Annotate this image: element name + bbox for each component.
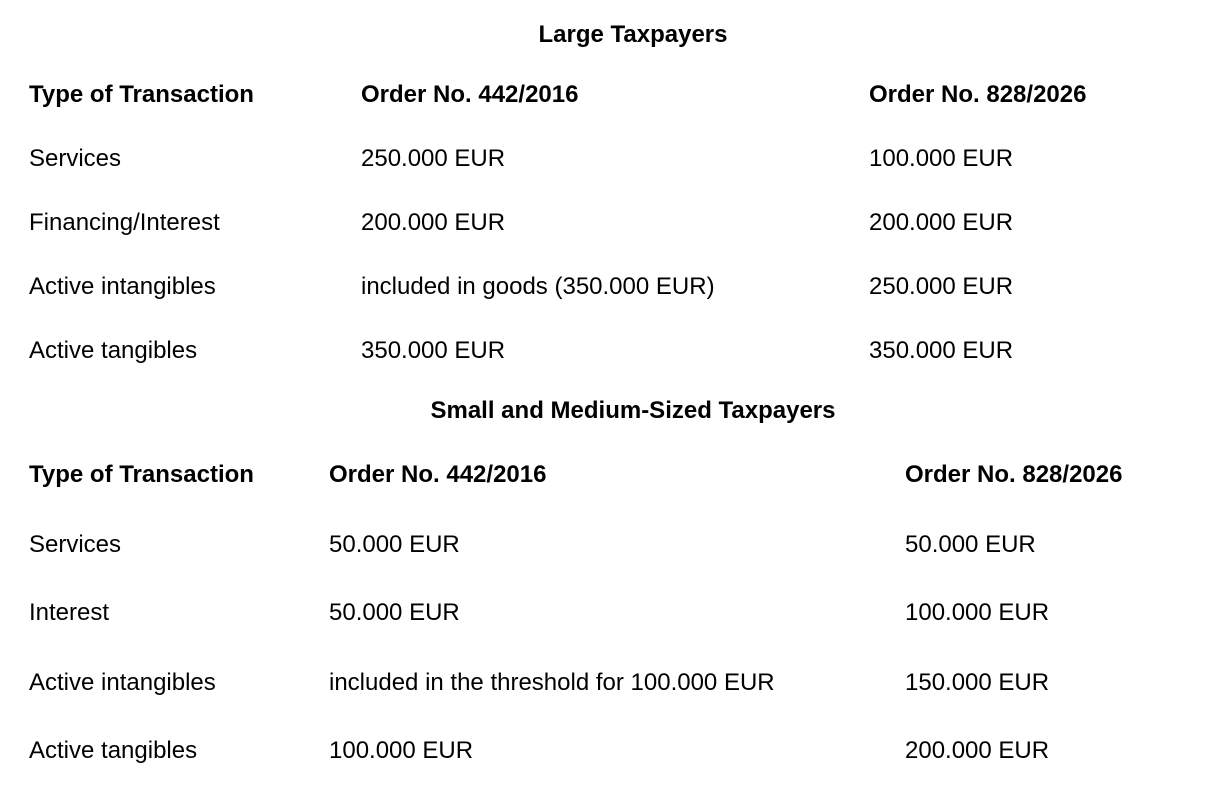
large-row-label: Services <box>29 145 122 172</box>
sme-row-value-2026: 200.000 EUR <box>905 737 1050 764</box>
large-row-value-2016: 350.000 EUR <box>361 337 506 364</box>
large-row-value-2016: 250.000 EUR <box>361 145 506 172</box>
sme-row-label: Active tangibles <box>29 737 198 764</box>
large-row-value-2026: 200.000 EUR <box>869 209 1014 236</box>
sme-row-value-2026: 150.000 EUR <box>905 669 1050 696</box>
sme-row-value-2026: 100.000 EUR <box>905 599 1050 626</box>
large-row-value-2026: 350.000 EUR <box>869 337 1014 364</box>
sme-header-order-2026: Order No. 828/2026 <box>905 461 1123 488</box>
large-header-type: Type of Transaction <box>29 81 254 108</box>
sme-row-value-2016: included in the threshold for 100.000 EUR <box>329 669 775 696</box>
sme-row-value-2026: 50.000 EUR <box>905 531 1036 558</box>
large-row-label: Active tangibles <box>29 337 198 364</box>
large-row-value-2016: included in goods (350.000 EUR) <box>361 273 715 300</box>
sme-row-label: Interest <box>29 599 110 626</box>
large-header-order-2026: Order No. 828/2026 <box>869 81 1087 108</box>
large-header-order-2016: Order No. 442/2016 <box>361 81 579 108</box>
sme-taxpayers-title: Small and Medium-Sized Taxpayers <box>430 397 836 424</box>
sme-header-order-2016: Order No. 442/2016 <box>329 461 547 488</box>
large-row-value-2026: 250.000 EUR <box>869 273 1014 300</box>
large-row-value-2026: 100.000 EUR <box>869 145 1014 172</box>
sme-row-label: Services <box>29 531 122 558</box>
sme-row-value-2016: 100.000 EUR <box>329 737 474 764</box>
large-row-value-2016: 200.000 EUR <box>361 209 506 236</box>
sme-row-value-2016: 50.000 EUR <box>329 599 460 626</box>
large-row-label: Active intangibles <box>29 273 216 300</box>
sme-row-value-2016: 50.000 EUR <box>329 531 460 558</box>
sme-row-label: Active intangibles <box>29 669 216 696</box>
large-taxpayers-title: Large Taxpayers <box>538 21 728 48</box>
large-row-label: Financing/Interest <box>29 209 220 236</box>
sme-header-type: Type of Transaction <box>29 461 254 488</box>
